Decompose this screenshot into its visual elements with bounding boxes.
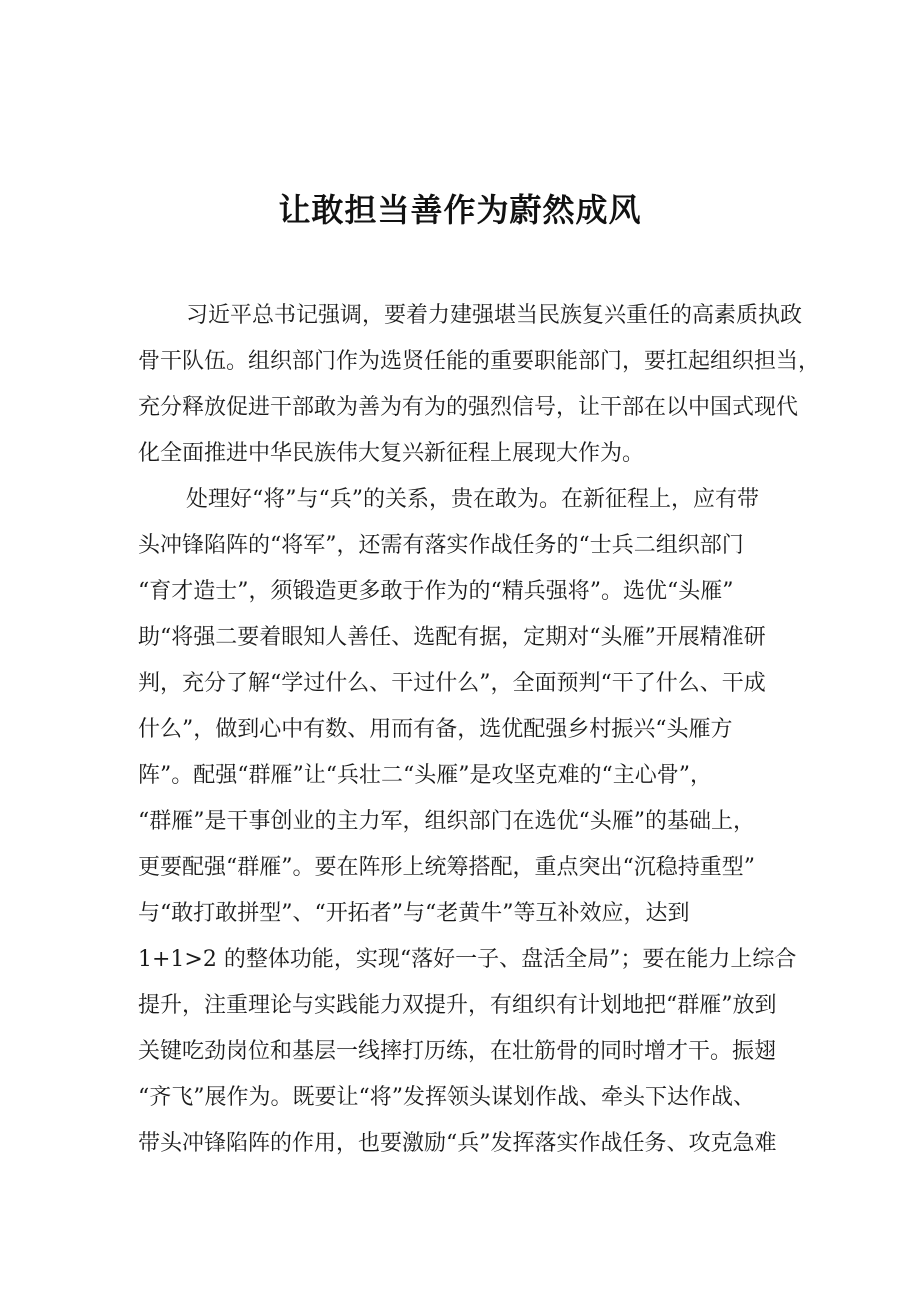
paragraph-2-line: 提升，注重理论与实践能力双提升，有组织有计划地把“群雁”放到	[138, 993, 777, 1018]
paragraph-2-line: 判，充分了解“学过什么、干过什么”，全面预判“干了什么、干成	[138, 671, 766, 696]
paragraph-1-line: 化全面推进中华民族伟大复兴新征程上展现大作为。	[138, 441, 645, 466]
paragraph-2-line: 阵”。配强“群雁”让“兵壮二“头雁”是攻坚克难的“主心骨”，	[138, 763, 712, 788]
document-title: 让敢担当善作为蔚然成风	[278, 191, 642, 229]
paragraph-2-line: 关键吃劲岗位和基层一线摔打历练，在壮筋骨的同时增才干。振翅	[138, 1039, 777, 1064]
paragraph-2-line: 与“敢打敢拼型”、“开拓者”与“老黄牛”等互补效应，达到	[138, 901, 690, 926]
paragraph-1-line: 习近平总书记强调，要着力建强堪当民族复兴重任的高素质执政	[186, 303, 803, 328]
paragraph-2-line: 什么”，做到心中有数、用而有备，选优配强乡村振兴“头雁方	[138, 717, 733, 742]
paragraph-1-line: 骨干队伍。组织部门作为选贤任能的重要职能部门，要扛起组织担当，	[138, 349, 821, 374]
paragraph-2-line: 带头冲锋陷阵的作用，也要激励“兵”发挥落实作战任务、攻克急难	[138, 1131, 777, 1156]
paragraph-2-line: 助“将强二要着眼知人善任、选配有据，定期对“头雁”开展精准研	[138, 625, 766, 650]
paragraph-2-line: “群雁”是干事创业的主力军，组织部门在选优“头雁”的基础上，	[138, 809, 755, 834]
paragraph-2-line: 处理好“将”与“兵”的关系，贵在敢为。在新征程上，应有带	[186, 487, 759, 512]
paragraph-2-line: “齐飞”展作为。既要让“将”发挥领头谋划作战、牵头下达作战、	[138, 1085, 755, 1110]
paragraph-2-line: 1+1>2 的整体功能，实现“落好一子、盘活全局”；要在能力上综合	[138, 947, 797, 972]
paragraph-1-line: 充分释放促进干部敢为善为有为的强烈信号，让干部在以中国式现代	[138, 395, 799, 420]
paragraph-2-line: “育才造士”，须锻造更多敢于作为的“精兵强将”。选优“头雁”	[138, 579, 734, 604]
paragraph-2-line: 头冲锋陷阵的“将军”，还需有落实作战任务的“士兵二组织部门	[138, 533, 744, 558]
paragraph-2-line: 更要配强“群雁”。要在阵形上统筹搭配，重点突出“沉稳持重型”	[138, 855, 755, 880]
